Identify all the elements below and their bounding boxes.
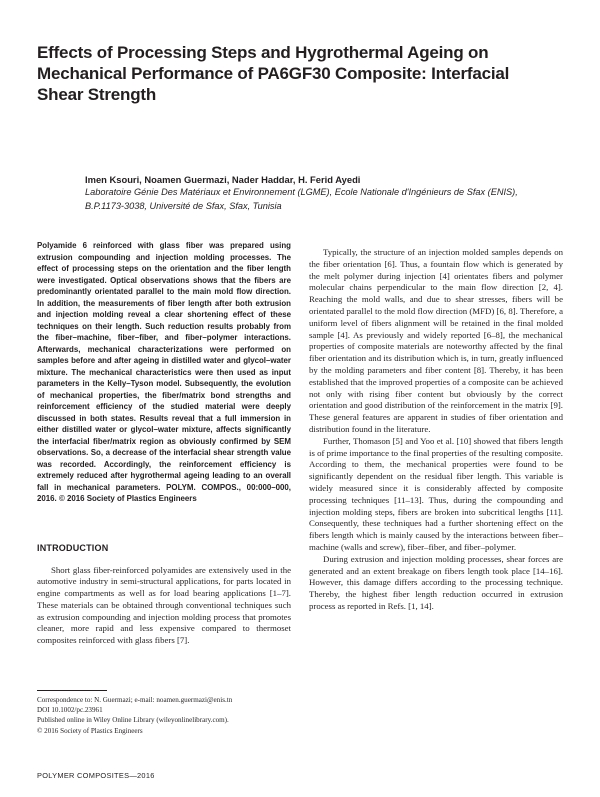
introduction-heading: INTRODUCTION xyxy=(37,542,109,553)
right-column xyxy=(309,247,563,613)
doi-line: DOI 10.1002/pc.23961 xyxy=(37,706,103,715)
journal-footer: POLYMER COMPOSITES—2016 xyxy=(37,771,155,780)
correspondence-footnote xyxy=(37,690,291,736)
body-paragraph: During extrusion and injection molding processes, shear forces are generated and an extent breakage on fibers length took place [14–16]. However, this damage differs according to the processing technique. Thereby, the highest fiber length reduction occurred in extrusion process as reported in Refs. [1, 14]. xyxy=(309,553,563,611)
correspondence-line: Correspondence to: N. Guermazi; e-mail: noamen.guermazi@enis.tn xyxy=(37,696,233,704)
left-column xyxy=(37,240,291,647)
body-paragraph: Further, Thomason [5] and Yoo et al. [10] showed that fibers length is of prime importance to the final properties of the resulting composite. According to them, the mechanical properties were found to be significantly dependent on the residual fiber length. This variable is widely measured since it is considerably affected by composite processing techniques [11–13]. Thus, during the compounding and injection molding steps, fibers are broken into subcritical lengths [11]. Consequently, these techniques had a further shortening effect on the fibers length which is mainly caused by the interactions between fiber–machine (walls and screw), fiber–fiber, and fiber–polymer. xyxy=(309,435,563,552)
paper-title: Effects of Processing Steps and Hygrothermal Ageing on Mechanical Performance of PA6GF30 Composite: Interfacial Shear Strength xyxy=(37,43,510,104)
footnote-divider xyxy=(37,690,107,691)
author-list: Imen Ksouri, Noamen Guermazi, Nader Haddar, H. Ferid Ayedi xyxy=(85,174,361,185)
copyright-line: © 2016 Society of Plastics Engineers xyxy=(37,726,143,735)
author-affiliation: Laboratoire Génie Des Matériaux et Environnement (LGME), Ecole Nationale d'Ingénieurs de Sfax (ENIS), B.P.1173-3038, Université de Sfax, Sfax, Tunisia xyxy=(85,187,518,211)
abstract: Polyamide 6 reinforced with glass fiber was prepared using extrusion compounding and injection molding processes. The effect of processing steps on the orientation and the fiber length were investigated. Optical observations shows that the fibers are predominantly orientated parallel to the main mold flow direction. In addition, the measurements of fiber length after both extrusion and injection molding reveal a clear shortening effect of these techniques on their length. Such reduction results probably from the fiber–machine, fiber–fiber, and fiber–polymer interactions. Afterwards, mechanical characterizations were performed on samples before and after ageing in distilled water and glycol–water mixture. The mechanical characteristics were then used as input parameters in the Kelly–Tyson model. Subsequently, the evolution of mechanical properties, the fiber/matrix bond strengths and reinforcement efficiency of the studied material were deeply discussed in both states. Results reveal that a full immersion in either distilled water or glycol–water mixture, affects significantly the interfacial fiber/matrix region as obviously confirmed by SEM observations. So, a decrease of the interfacial shear strength value was recorded. Accordingly, the reinforcement efficiency is extremely reduced after hygrothermal ageing leading to an overall fall in mechanical parameters. POLYM. COMPOS., 00:000–000, 2016. © 2016 Society of Plastics Engineers xyxy=(37,241,291,503)
publication-line: Published online in Wiley Online Library (wileyonlinelibrary.com). xyxy=(37,716,229,725)
body-paragraph: Typically, the structure of an injection molded samples depends on the fiber orientation [6]. Thus, a fountain flow which is generated by the melt polymer during injection [4] orientates fibers and polymer molecular chains perpendicular to the main flow direction [2, 4]. Reaching the mold walls, and due to shear stresses, fibers will be orientated parallel to the mold flow direction (MFD) [6, 8]. Therefore, a uniform level of fibers alignment will be retained in the final molded sample [4]. As previously and widely reported [6–8], the mechanical properties of composite materials are noteworthy affected by the final fiber orientation and its distribution which is, in turn, greatly influenced by the molding parameters and fiber content [8]. Thereby, it has been established that the improved properties of a composite can be achieved not only with rising fiber content but obviously by the correct orientation and good distribution of the reinforcement in the matrix [9]. These general features are apparent in studies of fiber orientation and distribution found in the literature. xyxy=(309,247,563,434)
introduction-paragraph: Short glass fiber-reinforced polyamides are extensively used in the automotive industry in semi-structural applications, for parts located in engine compartments as well as for load bearing applications [1–7]. These materials can be obtained through conventional techniques such as extrusion compounding and injection molding process that promotes cleaner, more rapid and less expensive compared to thermoset composites reinforced with glass fibers [7]. xyxy=(37,564,291,646)
